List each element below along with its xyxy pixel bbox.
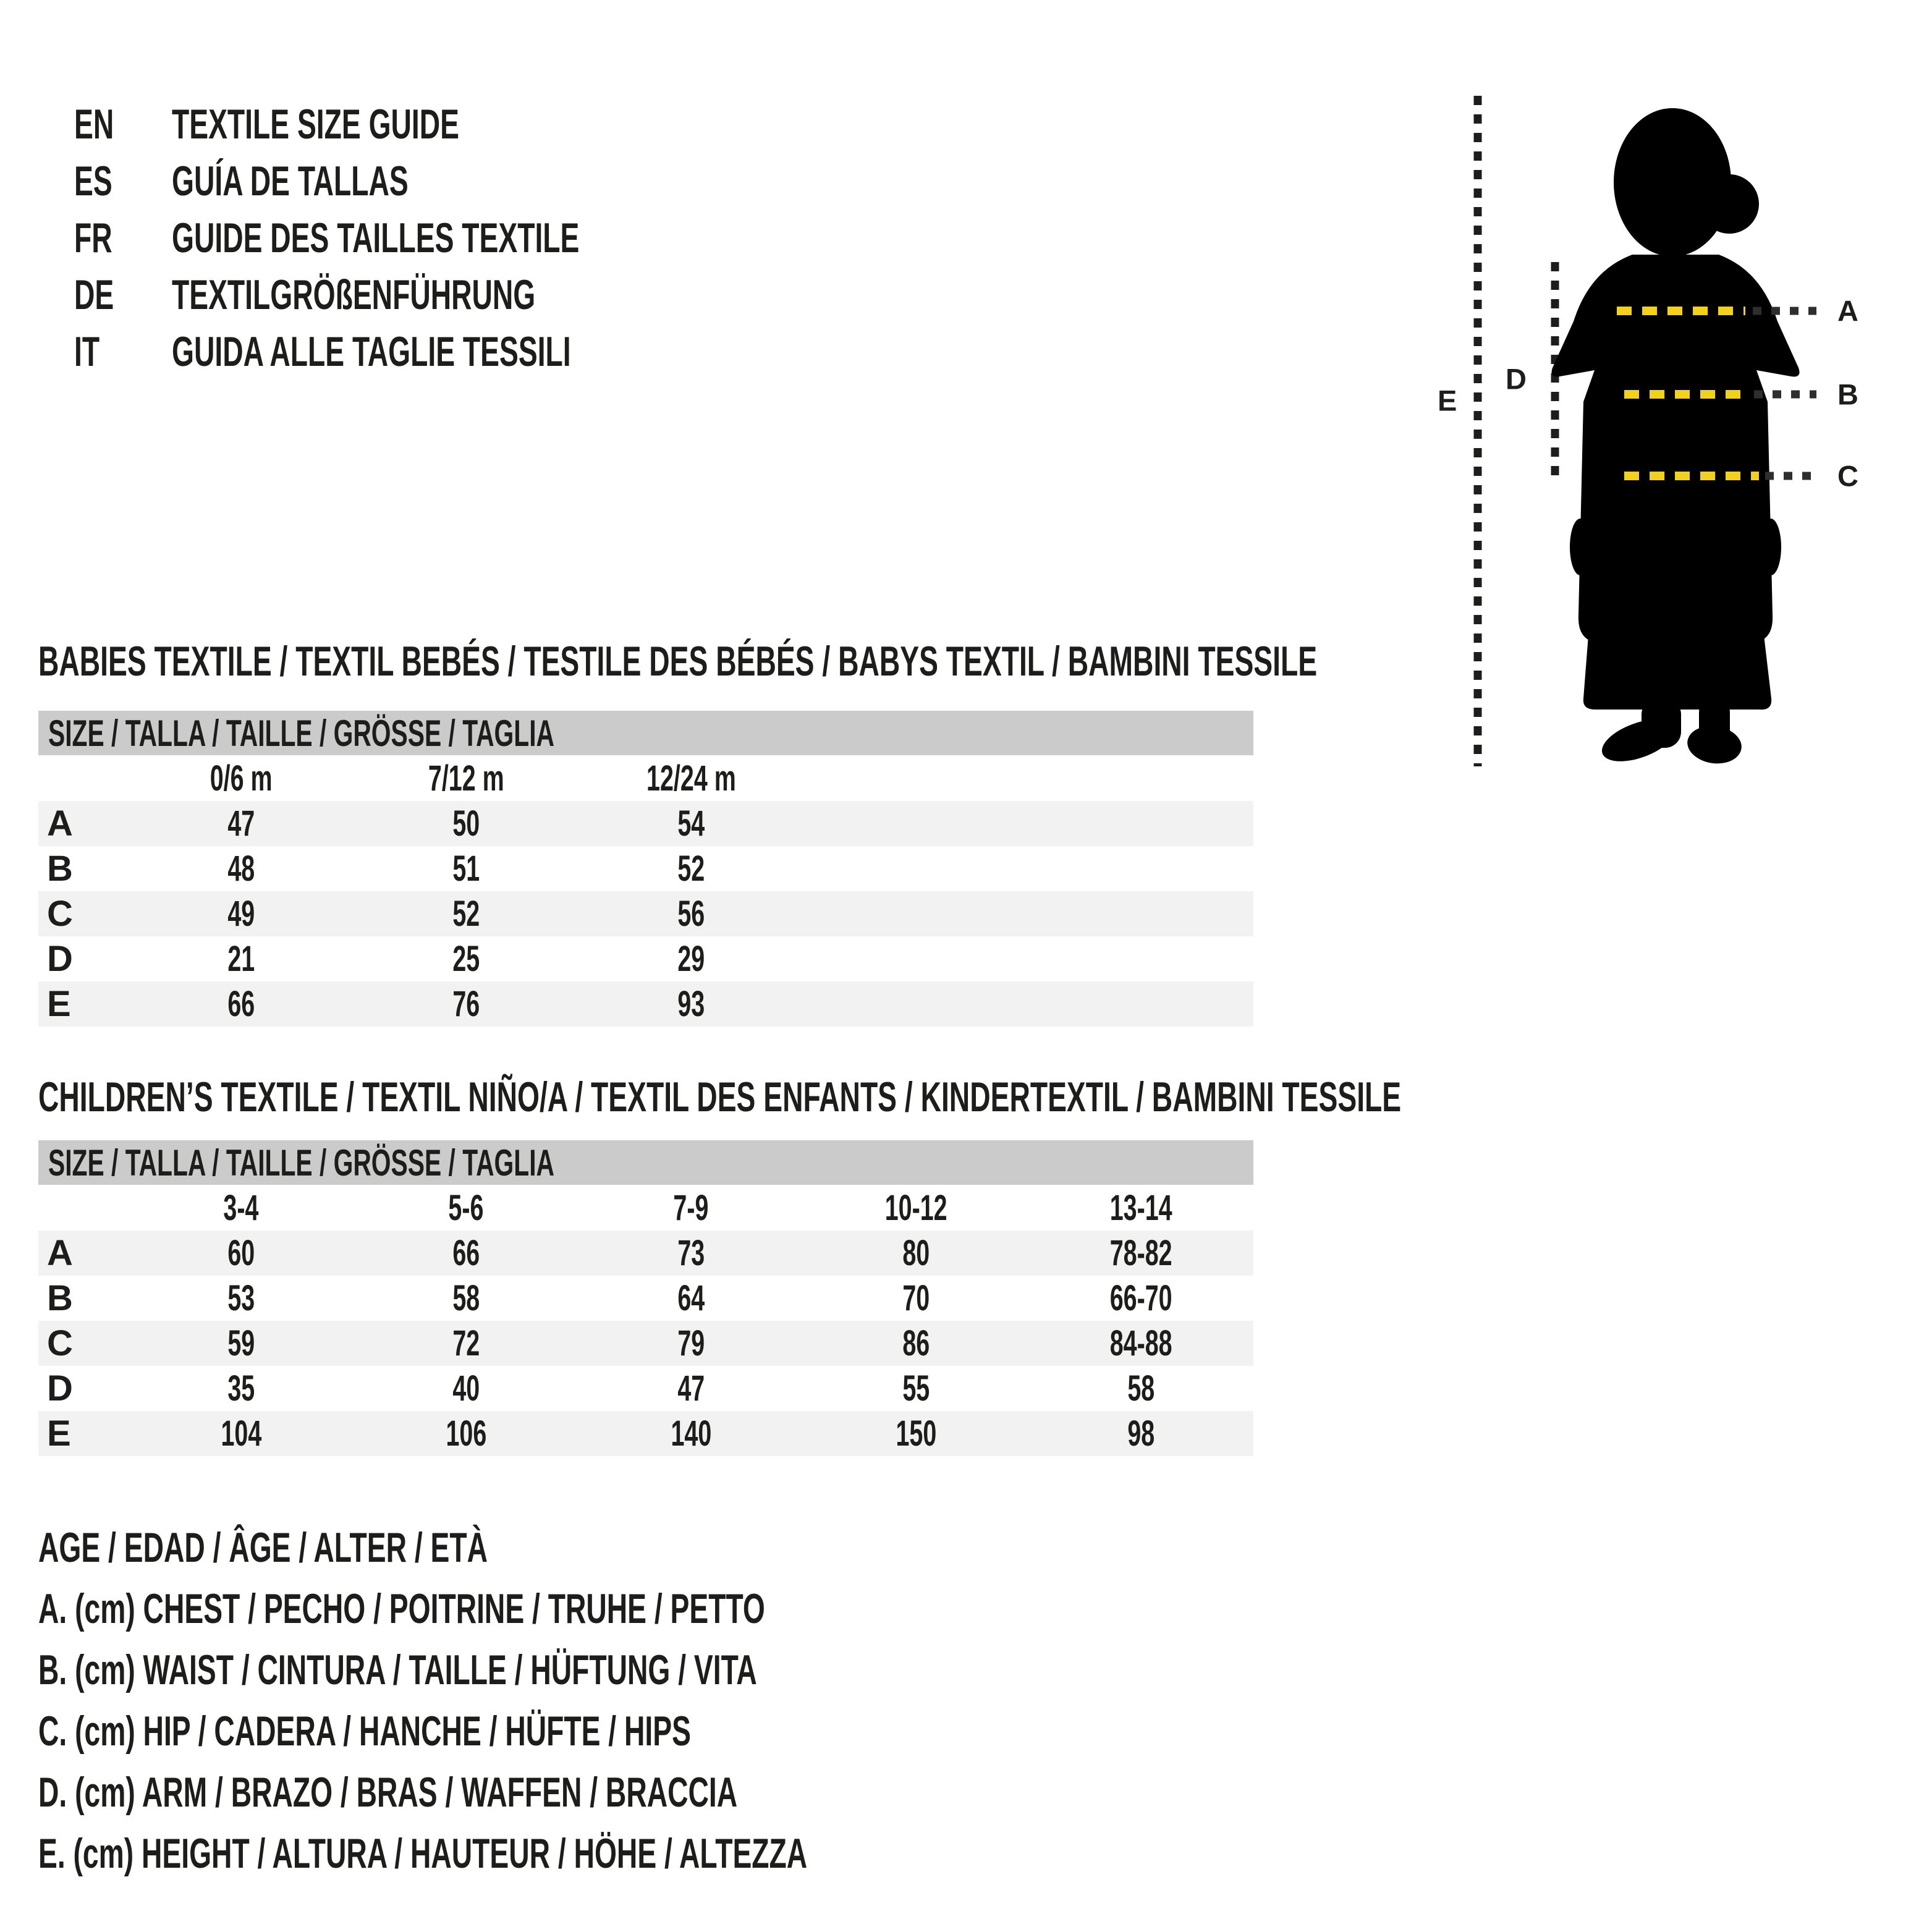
child-silhouette [1614, 108, 1759, 256]
lang-code-it: IT [74, 328, 100, 375]
lang-title-it: GUIDA ALLE TAGLIE TESSILI [172, 328, 571, 375]
lang-row-fr [74, 210, 771, 266]
language-title-list [74, 96, 771, 380]
table-row: D 35 40 47 55 58 [47, 1368, 1155, 1409]
children-size-table [38, 1140, 1253, 1456]
babies-col-2: 12/24 m [646, 758, 736, 799]
silhouette-right-hand [1760, 519, 1781, 575]
babies-section-title: BABIES TEXTILE / TEXTIL BEBÉS / TESTILE DES BÉBÉS / BABYS TEXTIL / BAMBINI TESSILE [38, 638, 1318, 685]
legend-age-line: AGE / EDAD / ÂGE / ALTER / ETÀ [38, 1523, 488, 1571]
lang-code-es: ES [74, 158, 112, 205]
children-size-header-band: SIZE / TALLA / TAILLE / GRÖSSE / TAGLIA [38, 1140, 1253, 1185]
lang-code-de: DE [74, 271, 114, 318]
children-col-2: 7-9 [673, 1187, 709, 1228]
legend-hip-line: C. (cm) HIP / CADERA / HANCHE / HÜFTE / HIPS [38, 1707, 691, 1755]
waist-label: B [1837, 378, 1858, 411]
lang-row-it [74, 323, 771, 380]
children-column-header-row [38, 1185, 1253, 1231]
children-col-1: 5-6 [448, 1187, 484, 1228]
children-col-3: 10-12 [884, 1187, 947, 1228]
table-row: C 49 52 56 [38, 891, 1253, 936]
table-row: B 53 58 64 70 66-70 [47, 1278, 1172, 1318]
table-row: A 47 50 54 [38, 801, 1253, 846]
legend-waist-line: B. (cm) WAIST / CINTURA / TAILLE / HÜFTUNG / VITA [38, 1646, 757, 1693]
lang-title-de: TEXTILGRÖßENFÜHRUNG [172, 271, 536, 318]
chest-label: A [1837, 294, 1858, 328]
babies-col-1: 7/12 m [428, 758, 504, 799]
table-row: E 104 106 140 150 98 [38, 1411, 1253, 1456]
table-row: A 60 66 73 80 78-82 [38, 1231, 1253, 1276]
arm-label: D [1506, 362, 1527, 396]
lang-title-en: TEXTILE SIZE GUIDE [172, 101, 460, 148]
table-row: C 59 72 79 86 84-88 [38, 1321, 1253, 1366]
silhouette-right-foot [1685, 722, 1743, 767]
children-section-title: CHILDREN’S TEXTILE / TEXTIL NIÑO/A / TEXTIL DES ENFANTS / KINDERTEXTIL / BAMBINI TESSILE [38, 1074, 1402, 1121]
babies-size-header-band: SIZE / TALLA / TAILLE / GRÖSSE / TAGLIA [38, 711, 1253, 755]
children-col-0: 3-4 [223, 1187, 259, 1228]
measurement-legend [38, 1517, 1169, 1884]
height-label: E [1438, 384, 1457, 417]
lang-code-fr: FR [74, 214, 112, 261]
lang-title-fr: GUIDE DES TAILLES TEXTILE [172, 214, 580, 261]
table-row: D 21 25 29 [47, 939, 705, 979]
babies-size-table [38, 711, 1253, 1027]
table-row: E 66 76 93 [38, 981, 1253, 1027]
legend-arm-line: D. (cm) ARM / BRAZO / BRAS / WAFFEN / BRACCIA [38, 1768, 738, 1816]
table-row: B 48 51 52 [47, 849, 705, 889]
lang-code-en: EN [74, 101, 114, 148]
silhouette-hair-bump [1700, 174, 1759, 234]
children-col-4: 13-14 [1109, 1187, 1172, 1228]
silhouette-left-hand [1570, 519, 1591, 575]
legend-chest-line: A. (cm) CHEST / PECHO / POITRINE / TRUHE / PETTO [38, 1585, 765, 1632]
lang-row-de [74, 266, 771, 323]
legend-height-line: E. (cm) HEIGHT / ALTURA / HAUTEUR / HÖHE / ALTEZZA [38, 1829, 808, 1877]
lang-row-en [74, 96, 771, 153]
babies-col-0: 0/6 m [210, 758, 273, 799]
hip-label: C [1837, 459, 1858, 493]
lang-row-es [74, 153, 771, 210]
lang-title-es: GUÍA DE TALLAS [172, 158, 409, 205]
babies-column-header-row [38, 755, 1253, 801]
